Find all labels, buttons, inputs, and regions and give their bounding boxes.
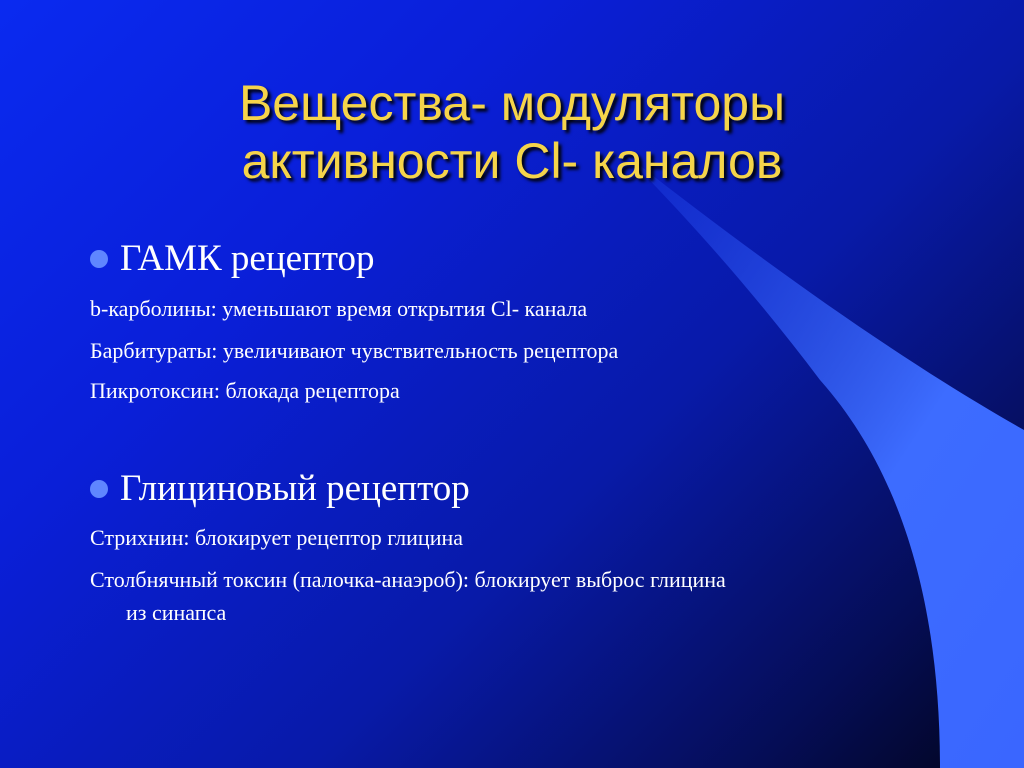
bullet-icon: [90, 250, 108, 268]
list-item-line: Столбнячный токсин (палочка-анаэроб): блокирует выброс глицина: [90, 567, 726, 592]
list-item-continuation: из синапса: [126, 600, 227, 625]
title-line-2: активности Cl- каналов: [241, 133, 783, 189]
bullet-icon: [90, 480, 108, 498]
list-item: [90, 563, 930, 629]
section-heading-glycine: Глициновый рецептор: [90, 468, 470, 510]
list-item: Пикротоксин: блокада рецептора: [90, 378, 400, 403]
swoosh-shape: [620, 150, 1024, 768]
slide-title: [60, 74, 964, 190]
list-item: Стрихнин: блокирует рецептор глицина: [90, 525, 464, 550]
title-line-1: Вещества- модуляторы: [238, 75, 786, 131]
list-item: b-карболины: уменьшают время открытия Cl- канала: [90, 296, 588, 321]
section-heading-gaba: ГАМК рецептор: [90, 238, 375, 280]
list-item: Барбитураты: увеличивают чувствительность рецептора: [90, 338, 619, 363]
